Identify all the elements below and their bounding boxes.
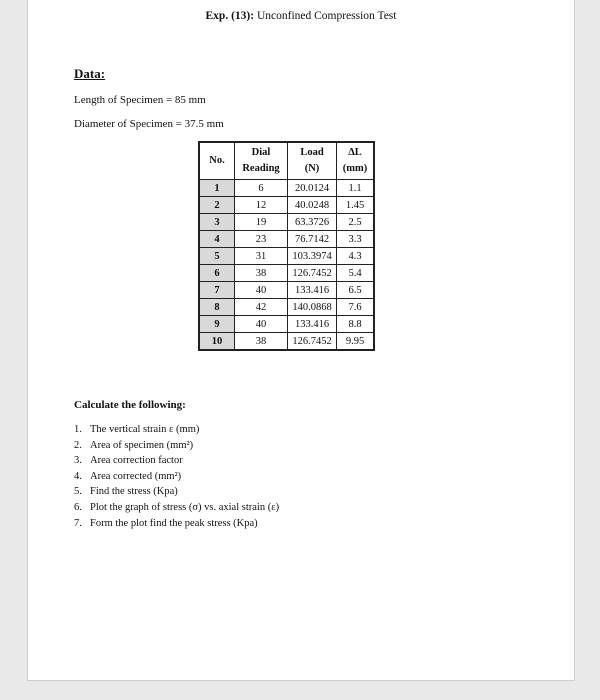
calculate-heading: Calculate the following:	[74, 399, 186, 411]
cell-dial: 19	[235, 214, 288, 231]
cell-dial: 38	[235, 333, 288, 351]
table-row	[199, 299, 374, 316]
cell-dial: 40	[235, 316, 288, 333]
cell-no: 4	[199, 231, 235, 248]
cell-load: 126.7452	[288, 333, 337, 351]
table-header-row	[199, 142, 374, 180]
table-row	[199, 282, 374, 299]
cell-load: 40.0248	[288, 197, 337, 214]
list-item: 2. Area of specimen (mm²)	[74, 439, 194, 451]
cell-load: 20.0124	[288, 180, 337, 197]
header-no: No.	[199, 142, 235, 180]
cell-dial: 40	[235, 282, 288, 299]
cell-dial: 12	[235, 197, 288, 214]
list-item: 1. The vertical strain ε (mm)	[74, 424, 200, 435]
cell-no: 1	[199, 180, 235, 197]
list-item: 3. Area correction factor	[74, 455, 183, 467]
cell-load: 76.7142	[288, 231, 337, 248]
title-name: Unconfined Compression Test	[256, 10, 397, 22]
task-list	[74, 422, 279, 531]
cell-dial: 42	[235, 299, 288, 316]
cell-dial: 6	[235, 180, 288, 197]
table-row	[199, 197, 374, 214]
list-item: 7. Form the plot find the peak stress (Kpa)	[74, 517, 258, 529]
specimen-diameter: Diameter of Specimen = 37.5 mm	[74, 118, 224, 130]
table-row	[199, 231, 374, 248]
cell-delta-l: 1.45	[337, 197, 375, 214]
cell-delta-l: 4.3	[337, 248, 375, 265]
cell-dial: 38	[235, 265, 288, 282]
header-load: Load (N)	[288, 142, 337, 180]
cell-delta-l: 7.6	[337, 299, 375, 316]
cell-delta-l: 6.5	[337, 282, 375, 299]
cell-load: 133.416	[288, 316, 337, 333]
cell-no: 6	[199, 265, 235, 282]
cell-delta-l: 5.4	[337, 265, 375, 282]
cell-delta-l: 8.8	[337, 316, 375, 333]
cell-dial: 31	[235, 248, 288, 265]
page-title	[28, 10, 574, 22]
cell-no: 10	[199, 333, 235, 351]
title-prefix: Exp. (13):	[205, 10, 255, 22]
cell-dial: 23	[235, 231, 288, 248]
cell-no: 3	[199, 214, 235, 231]
cell-load: 126.7452	[288, 265, 337, 282]
cell-load: 140.0868	[288, 299, 337, 316]
cell-delta-l: 2.5	[337, 214, 375, 231]
cell-delta-l: 3.3	[337, 231, 375, 248]
cell-no: 7	[199, 282, 235, 299]
data-table	[198, 141, 375, 351]
table-row	[199, 316, 374, 333]
table-row	[199, 214, 374, 231]
list-item: 5. Find the stress (Kpa)	[74, 486, 178, 498]
table-row	[199, 265, 374, 282]
cell-no: 2	[199, 197, 235, 214]
cell-no: 9	[199, 316, 235, 333]
list-item: 6. Plot the graph of stress (σ) vs. axial strain (ε)	[74, 501, 280, 513]
cell-load: 133.416	[288, 282, 337, 299]
document-page	[27, 0, 575, 681]
cell-delta-l: 1.1	[337, 180, 375, 197]
data-heading: Data:	[74, 66, 106, 81]
header-delta-l: ΔL (mm)	[337, 142, 375, 180]
table-row	[199, 180, 374, 197]
table-row	[199, 248, 374, 265]
cell-delta-l: 9.95	[337, 333, 375, 351]
cell-load: 103.3974	[288, 248, 337, 265]
cell-no: 5	[199, 248, 235, 265]
table-row	[199, 333, 374, 351]
list-item: 4. Area corrected (mm²)	[74, 470, 182, 482]
specimen-length: Length of Specimen = 85 mm	[74, 94, 206, 106]
cell-no: 8	[199, 299, 235, 316]
cell-load: 63.3726	[288, 214, 337, 231]
header-dial-reading: Dial Reading	[235, 142, 288, 180]
